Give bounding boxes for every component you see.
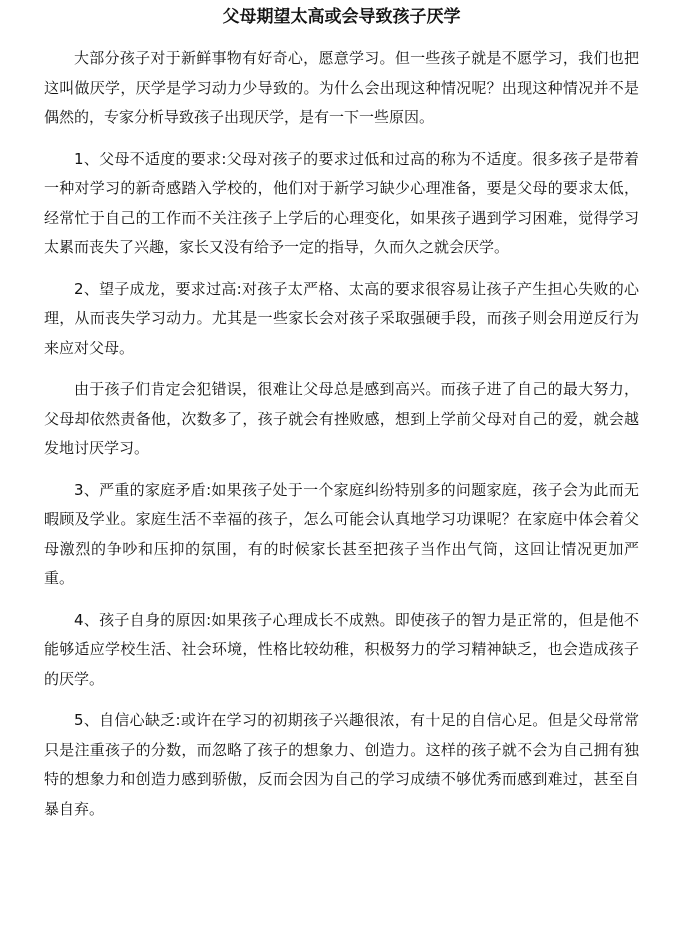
article-title: 父母期望太高或会导致孩子厌学 xyxy=(222,7,461,27)
reason-1-paragraph: 1、父母不适度的要求:父母对孩子的要求过低和过高的称为不适度。很多孩子是带着一种对学习的新奇感踏入学校的，他们对于新学习缺少心理准备，要是父母的要求太低，经常忙于自己的工作而不关注孩子上学后的心理变化，如果孩子遇到学习困难，觉得学习太累而丧失了兴趣，家长又没有给予一定的指导，久而久之就会厌学。 xyxy=(44,149,639,256)
intro-paragraph: 大部分孩子对于新鲜事物有好奇心，愿意学习。但一些孩子就是不愿学习，我们也把这叫做厌学，厌学是学习动力少导致的。为什么会出现这种情况呢？出现这种情况并不是偶然的，专家分析导致孩子出现厌学，是有一下一些原因。 xyxy=(44,49,639,126)
reason-2-continued-paragraph: 由于孩子们肯定会犯错误，很难让父母总是感到高兴。而孩子进了自己的最大努力，父母却依然责备他，次数多了，孩子就会有挫败感，想到上学前父母对自己的爱，就会越发地讨厌学习。 xyxy=(44,380,639,457)
reason-5-paragraph: 5、自信心缺乏:或许在学习的初期孩子兴趣很浓，有十足的自信心足。但是父母常常只是注重孩子的分数，而忽略了孩子的想象力、创造力。这样的孩子就不会为自己拥有独特的想象力和创造力感到骄傲，反而会因为自己的学习成绩不够优秀而感到难过，甚至自暴自弃。 xyxy=(44,711,639,818)
reason-4-paragraph: 4、孩子自身的原因:如果孩子心理成长不成熟。即使孩子的智力是正常的，但是他不能够适应学校生活、社会环境，性格比较幼稚，积极努力的学习精神缺乏，也会造成孩子的厌学。 xyxy=(44,610,639,688)
reason-3-paragraph: 3、严重的家庭矛盾:如果孩子处于一个家庭纠纷特别多的问题家庭，孩子会为此而无暇顾及学业。家庭生活不幸福的孩子，怎么可能会认真地学习功课呢？在家庭中体会着父母激烈的争吵和压抑的氛围，有的时候家长甚至把孩子当作出气筒，这回让情况更加严重。 xyxy=(44,480,639,587)
reason-2-paragraph: 2、望子成龙，要求过高:对孩子太严格、太高的要求很容易让孩子产生担心失败的心理，从而丧失学习动力。尤其是一些家长会对孩子采取强硬手段，而孩子则会用逆反行为来应对父母。 xyxy=(44,279,639,357)
